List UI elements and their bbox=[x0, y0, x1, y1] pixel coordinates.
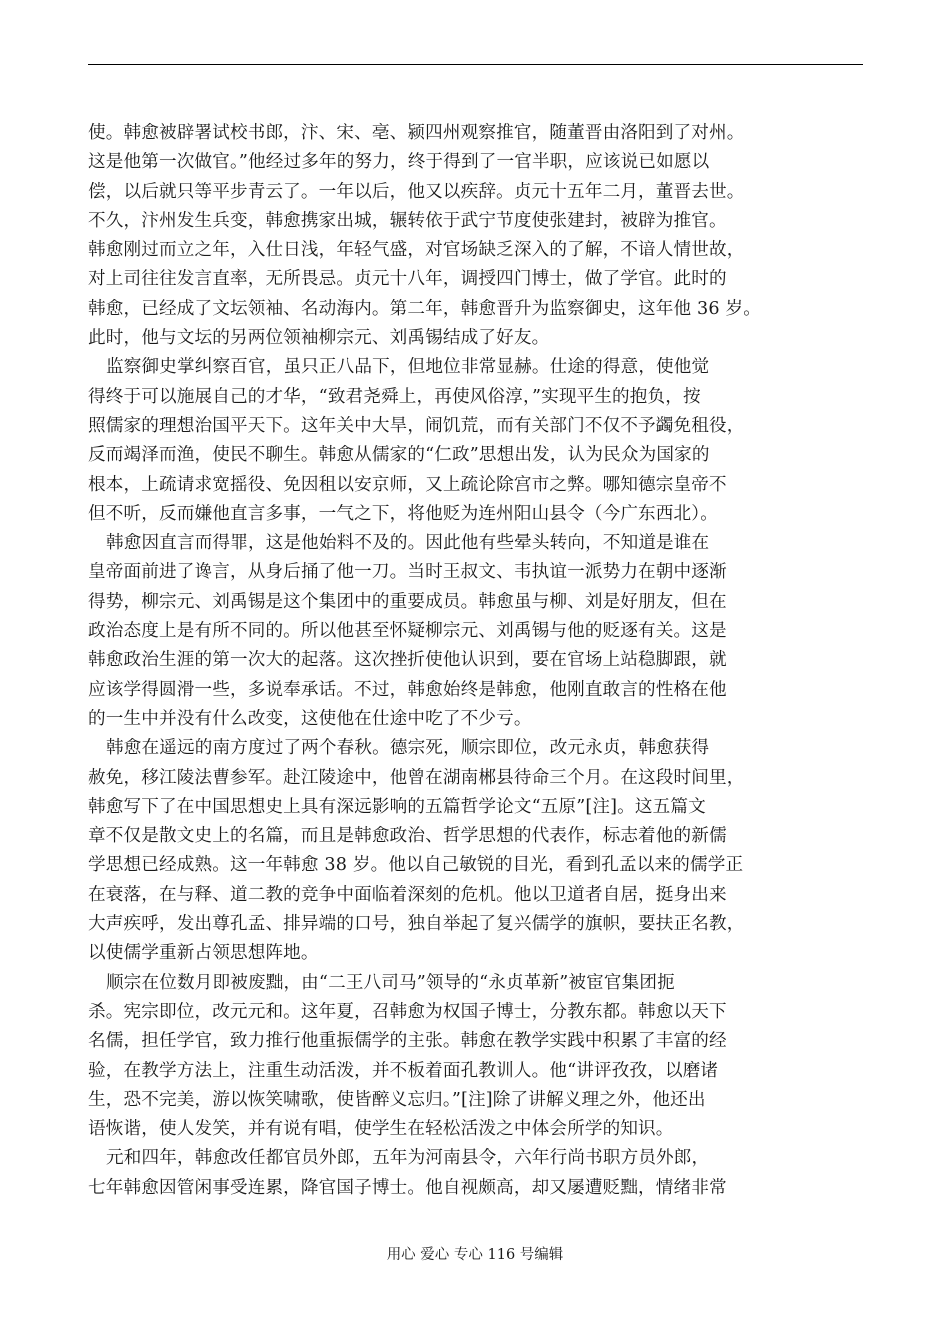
text-line: 对上司往往发言直率，无所畏忌。贞元十八年，调授四门博士，做了学官。此时的 bbox=[88, 269, 727, 290]
page-footer: 用心 爱心 专心 116 号编辑 bbox=[386, 1247, 564, 1263]
text-line: 以使儒学重新占领思想阵地。 bbox=[88, 943, 319, 964]
text-line: 此时，他与文坛的另两位领袖柳宗元、刘禹锡结成了好友。 bbox=[88, 328, 550, 349]
text-line: 大声疾呼，发出尊孔孟、排异端的口号，独自举起了复兴儒学的旗帜，要扶正名教， bbox=[88, 914, 745, 935]
paragraph-start-line: 监察御史掌纠察百官，虽只正八品下，但地位非常显赫。仕途的得意，使他觉 bbox=[106, 357, 710, 378]
text-line: 照儒家的理想治国平天下。这年关中大旱，闹饥荒，而有关部门不仅不予蠲免租役， bbox=[88, 415, 745, 436]
text-line: 生，恐不完美，游以恢笑啸歌，使皆醉义忘归。”[注]除了讲解义理之外，他还出 bbox=[88, 1089, 706, 1110]
text-line: 验，在教学方法上，注重生动活泼，并不板着面孔教训人。他“讲评孜孜，以磨诸 bbox=[88, 1060, 719, 1081]
text-line: 韩愈写下了在中国思想史上具有深远影响的五篇哲学论文“五原”[注]。这五篇文 bbox=[88, 796, 706, 817]
header-rule bbox=[88, 64, 863, 65]
text-line: 反而竭泽而渔，使民不聊生。韩愈从儒家的“仁政”思想出发，认为民众为国家的 bbox=[88, 445, 710, 466]
text-line: 学思想已经成熟。这一年韩愈 38 岁。他以自己敏锐的目光，看到孔孟以来的儒学正 bbox=[88, 855, 744, 876]
text-line: 章不仅是散文史上的名篇，而且是韩愈政治、哲学思想的代表作，标志着他的新儒 bbox=[88, 826, 727, 847]
text-line: 名儒，担任学官，致力推行他重振儒学的主张。韩愈在教学实践中积累了丰富的经 bbox=[88, 1031, 727, 1052]
body-text bbox=[88, 119, 808, 1203]
text-line: 政治态度上是有所不同的。所以他甚至怀疑柳宗元、刘禹锡与他的贬逐有关。这是 bbox=[88, 621, 727, 642]
paragraph-start-line: 韩愈在遥远的南方度过了两个春秋。德宗死，顺宗即位，改元永贞，韩愈获得 bbox=[106, 738, 710, 759]
text-line: 韩愈，已经成了文坛领袖、名动海内。第二年，韩愈晋升为监察御史，这年他 36 岁。 bbox=[88, 298, 761, 319]
text-line: 使。韩愈被辟署试校书郎，汴、宋、亳、颍四州观察推官，随董晋由洛阳到了对州。 bbox=[88, 123, 745, 143]
text-line: 得终于可以施展自己的才华，“致君尧舜上，再使风俗淳，”实现平生的抱负，按 bbox=[88, 386, 701, 407]
text-line: 韩愈政治生涯的第一次大的起落。这次挫折使他认识到，要在官场上站稳脚跟，就 bbox=[88, 650, 727, 671]
paragraph-start-line: 韩愈因直言而得罪，这是他始料不及的。因此他有些晕头转向，不知道是谁在 bbox=[106, 533, 710, 554]
text-line: 的一生中并没有什么改变，这使他在仕途中吃了不少亏。 bbox=[88, 708, 532, 729]
text-line: 偿，以后就只等平步青云了。一年以后，他又以疾辞。贞元十五年二月，董晋去世。 bbox=[88, 181, 745, 202]
text-line: 但不听，反而嫌他直言多事，一气之下，将他贬为连州阳山县令（今广东西北）。 bbox=[88, 503, 718, 524]
text-line: 得势，柳宗元、刘禹锡是这个集团中的重要成员。韩愈虽与柳、刘是好朋友，但在 bbox=[88, 591, 727, 612]
text-line: 语恢谐，使人发笑，并有说有唱，使学生在轻松活泼之中体会所学的知识。 bbox=[88, 1119, 674, 1140]
text-line: 韩愈刚过而立之年，入仕日浅，年轻气盛，对官场缺乏深入的了解，不谙人情世故， bbox=[88, 240, 745, 261]
text-line: 七年韩愈因管闲事受连累，降官国子博士。他自视颇高，却又屡遭贬黜，情绪非常 bbox=[88, 1177, 727, 1198]
text-line: 在衰落，在与释、道二教的竞争中面临着深刻的危机。他以卫道者自居，挺身出来 bbox=[88, 884, 727, 905]
text-line: 这是他第一次做官。”他经过多年的努力，终于得到了一官半职，应该说已如愿以 bbox=[88, 152, 710, 173]
text-line: 根本，上疏请求宽摇役、免因租以安京师，又上疏论除宫市之弊。哪知德宗皇帝不 bbox=[88, 474, 727, 495]
text-line: 赦免，移江陵法曹参军。赴江陵途中，他曾在湖南郴县待命三个月。在这段时间里， bbox=[88, 767, 745, 788]
paragraph-start-line: 顺宗在位数月即被废黜，由“二王八司马”领导的“永贞革新”被宦官集团扼 bbox=[106, 972, 675, 993]
text-line: 不久，汴州发生兵变，韩愈携家出城，辗转依于武宁节度使张建封，被辟为推官。 bbox=[88, 210, 727, 231]
text-line: 应该学得圆滑一些，多说奉承话。不过，韩愈始终是韩愈，他刚直敢言的性格在他 bbox=[88, 679, 727, 700]
text-line: 皇帝面前进了谗言，从身后捅了他一刀。当时王叔文、韦执谊一派势力在朝中逐渐 bbox=[88, 562, 727, 583]
text-line: 杀。宪宗即位，改元元和。这年夏，召韩愈为权国子博士，分教东都。韩愈以天下 bbox=[88, 1001, 727, 1022]
paragraph-start-line: 元和四年，韩愈改任都官员外郎，五年为河南县令，六年行尚书职方员外郎， bbox=[106, 1148, 710, 1169]
